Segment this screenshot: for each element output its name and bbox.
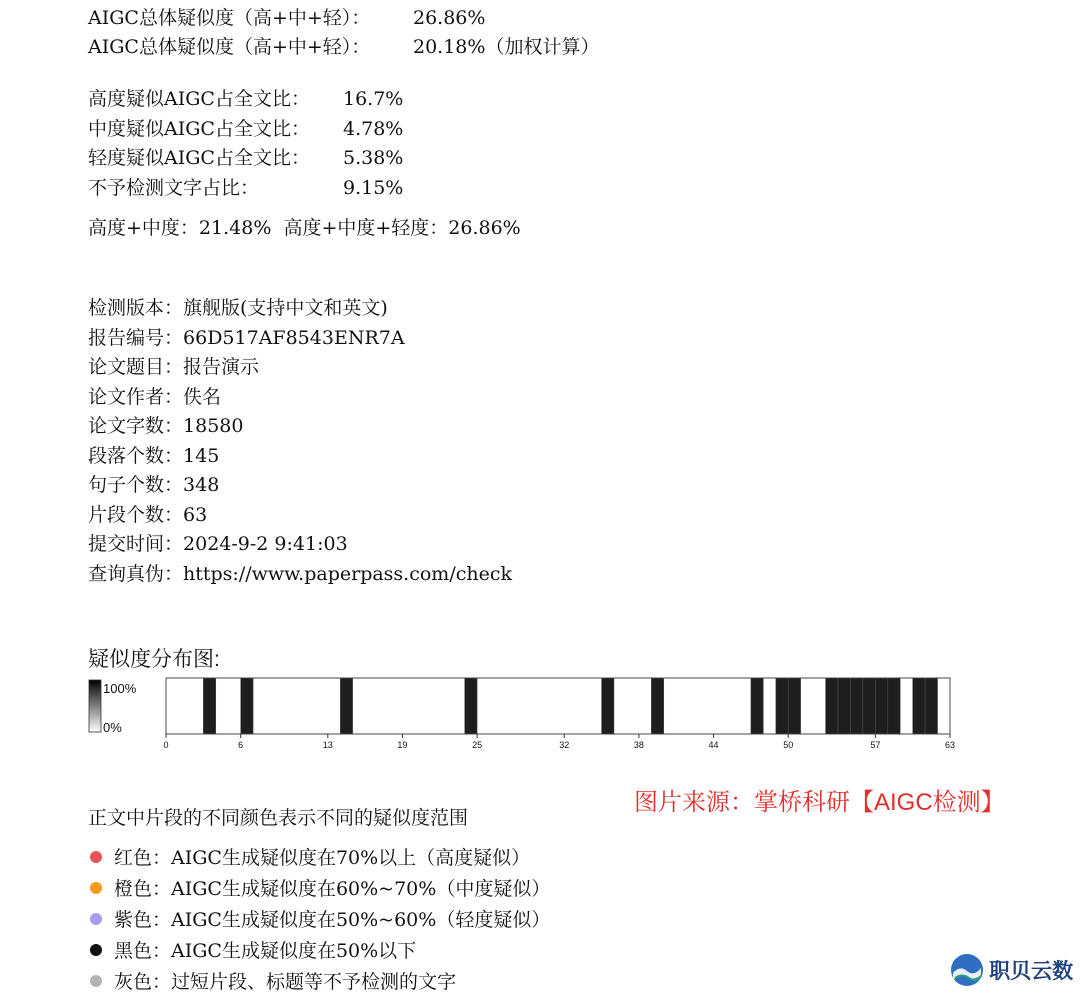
gray-dot-icon [90,975,102,987]
segment-bar [776,678,788,734]
info-submit-time: 提交时间：2024-9-2 9:41:03 [88,533,348,555]
ratio-row-light [88,147,404,169]
legend-item-gray: 灰色：过短片段、标题等不予检测的文字 [90,971,456,993]
overall-similarity [88,7,486,29]
legend-item-black: 黑色：AIGC生成疑似度在50%以下 [90,940,416,962]
weighted-similarity [88,36,600,58]
verify-link[interactable]: https://www.paperpass.com/check [183,563,512,585]
ratio-value: 5.38% [343,147,404,169]
scale-gradient [89,680,101,732]
segment-bar [850,678,862,734]
segment-bar [838,678,850,734]
weighted-value: 20.18%（加权计算） [413,36,600,58]
segment-bar [826,678,838,734]
ratio-label: 轻度疑似AIGC占全文比： [88,147,310,169]
legend-title: 正文中片段的不同颜色表示不同的疑似度范围 [88,808,469,829]
info-version: 检测版本：旗舰版(支持中文和英文) [88,297,388,319]
globe-wave-icon [950,953,984,987]
overall-label: AIGC总体疑似度（高+中+轻）： [88,7,371,29]
purple-dot-icon [90,913,102,925]
tick-label: 50 [783,740,794,750]
scale-bottom-label: 0% [103,720,122,735]
tick-group [163,734,955,750]
legend-item-orange: 橙色：AIGC生成疑似度在60%~70%（中度疑似） [90,878,550,900]
tick-label: 0 [163,740,169,750]
legend-item-purple: 紫色：AIGC生成疑似度在50%~60%（轻度疑似） [90,909,550,931]
brand-logo [950,953,1073,987]
segment-group [203,678,937,734]
info-title: 论文题目：报告演示 [88,356,260,378]
info-report-id: 报告编号：66D517AF8543ENR7A [88,327,405,349]
segment-bar [340,678,352,734]
tick-label: 25 [472,740,483,750]
segment-bar [602,678,614,734]
segment-bar [651,678,663,734]
ratio-row-medium [88,118,404,140]
overall-value: 26.86% [413,7,486,29]
scale-top-label: 100% [103,681,137,696]
segment-bar [751,678,763,734]
info-author: 论文作者：佚名 [88,386,222,408]
info-word-count: 论文字数：18580 [88,415,244,437]
distribution-chart [85,672,965,752]
ratio-row-excluded [88,177,404,199]
info-sentences: 句子个数：348 [88,474,220,496]
orange-dot-icon [90,882,102,894]
combined-ratios: 高度+中度：21.48% 高度+中度+轻度：26.86% [88,217,521,239]
info-segments: 片段个数：63 [88,504,208,526]
distribution-title: 疑似度分布图: [88,648,220,671]
segment-bar [863,678,875,734]
ratio-value: 9.15% [343,177,404,199]
weighted-label: AIGC总体疑似度（高+中+轻）： [88,36,371,58]
segment-bar [465,678,477,734]
tick-label: 13 [322,740,333,750]
ratio-label: 高度疑似AIGC占全文比： [88,88,310,110]
legend-item-red: 红色：AIGC生成疑似度在70%以上（高度疑似） [90,847,530,869]
tick-label: 6 [238,740,244,750]
ratio-value: 16.7% [343,88,404,110]
ratio-label: 中度疑似AIGC占全文比： [88,118,310,140]
ratio-row-high [88,88,404,110]
info-paragraphs: 段落个数：145 [88,445,220,467]
image-source-note: 图片来源：掌桥科研【AIGC检测】 [634,789,1005,816]
segment-bar [203,678,215,734]
red-dot-icon [90,851,102,863]
tick-label: 44 [708,740,719,750]
tick-label: 32 [559,740,570,750]
segment-bar [875,678,887,734]
segment-bar [888,678,900,734]
segment-bar [241,678,253,734]
tick-label: 57 [870,740,881,750]
ratio-value: 4.78% [343,118,404,140]
info-verify-url: 查询真伪：https://www.paperpass.com/check [88,563,512,585]
tick-label: 38 [633,740,644,750]
segment-bar [788,678,800,734]
segment-bar [913,678,925,734]
tick-label: 19 [397,740,408,750]
ratio-label: 不予检测文字占比： [88,177,260,199]
brand-name: 职贝云数 [989,960,1074,983]
black-dot-icon [90,944,102,956]
segment-bar [925,678,937,734]
tick-label: 63 [944,740,956,750]
